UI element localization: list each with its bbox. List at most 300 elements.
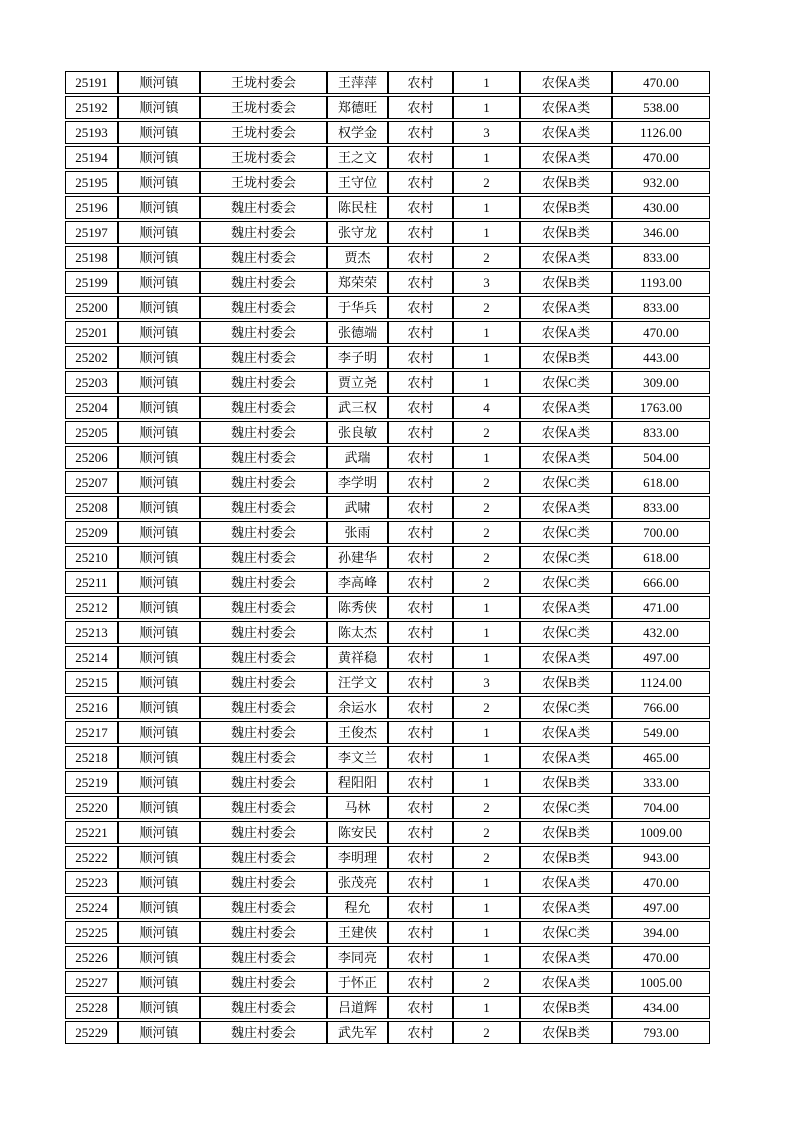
insurance-category-cell: 农保B类 xyxy=(520,171,612,194)
person-count-cell: 2 xyxy=(453,296,520,319)
person-name-cell: 张雨 xyxy=(327,521,388,544)
town-cell: 顺河镇 xyxy=(118,396,200,419)
benefits-roster-table xyxy=(65,69,710,1046)
residence-type-cell: 农村 xyxy=(388,846,453,869)
town-cell: 顺河镇 xyxy=(118,621,200,644)
record-id-cell: 25200 xyxy=(65,296,118,319)
table-row xyxy=(65,321,710,344)
residence-type-cell: 农村 xyxy=(388,371,453,394)
record-id-cell: 25195 xyxy=(65,171,118,194)
village-committee-cell: 魏庄村委会 xyxy=(200,821,327,844)
person-count-cell: 1 xyxy=(453,621,520,644)
person-count-cell: 2 xyxy=(453,471,520,494)
insurance-category-cell: 农保A类 xyxy=(520,896,612,919)
village-committee-cell: 魏庄村委会 xyxy=(200,321,327,344)
town-cell: 顺河镇 xyxy=(118,646,200,669)
table-row xyxy=(65,946,710,969)
insurance-category-cell: 农保C类 xyxy=(520,571,612,594)
table-row xyxy=(65,696,710,719)
table-row xyxy=(65,221,710,244)
town-cell: 顺河镇 xyxy=(118,696,200,719)
table-row xyxy=(65,471,710,494)
town-cell: 顺河镇 xyxy=(118,421,200,444)
village-committee-cell: 魏庄村委会 xyxy=(200,871,327,894)
table-row xyxy=(65,421,710,444)
insurance-category-cell: 农保C类 xyxy=(520,521,612,544)
person-name-cell: 贾立尧 xyxy=(327,371,388,394)
amount-cell: 1005.00 xyxy=(612,971,710,994)
amount-cell: 1126.00 xyxy=(612,121,710,144)
person-name-cell: 李明理 xyxy=(327,846,388,869)
town-cell: 顺河镇 xyxy=(118,946,200,969)
amount-cell: 1124.00 xyxy=(612,671,710,694)
table-row xyxy=(65,246,710,269)
person-name-cell: 张良敏 xyxy=(327,421,388,444)
person-count-cell: 1 xyxy=(453,946,520,969)
insurance-category-cell: 农保A类 xyxy=(520,121,612,144)
town-cell: 顺河镇 xyxy=(118,371,200,394)
amount-cell: 470.00 xyxy=(612,71,710,94)
table-row xyxy=(65,1021,710,1044)
residence-type-cell: 农村 xyxy=(388,746,453,769)
residence-type-cell: 农村 xyxy=(388,121,453,144)
person-count-cell: 2 xyxy=(453,1021,520,1044)
village-committee-cell: 魏庄村委会 xyxy=(200,296,327,319)
person-count-cell: 1 xyxy=(453,771,520,794)
person-count-cell: 2 xyxy=(453,571,520,594)
person-count-cell: 1 xyxy=(453,921,520,944)
insurance-category-cell: 农保A类 xyxy=(520,396,612,419)
insurance-category-cell: 农保B类 xyxy=(520,271,612,294)
table-row xyxy=(65,921,710,944)
amount-cell: 465.00 xyxy=(612,746,710,769)
record-id-cell: 25216 xyxy=(65,696,118,719)
table-row xyxy=(65,621,710,644)
person-name-cell: 王守位 xyxy=(327,171,388,194)
amount-cell: 497.00 xyxy=(612,646,710,669)
record-id-cell: 25194 xyxy=(65,146,118,169)
person-name-cell: 王建侠 xyxy=(327,921,388,944)
table-body xyxy=(65,71,710,1044)
village-committee-cell: 魏庄村委会 xyxy=(200,196,327,219)
town-cell: 顺河镇 xyxy=(118,271,200,294)
person-name-cell: 王之文 xyxy=(327,146,388,169)
record-id-cell: 25213 xyxy=(65,621,118,644)
person-count-cell: 2 xyxy=(453,171,520,194)
person-name-cell: 张德端 xyxy=(327,321,388,344)
insurance-category-cell: 农保A类 xyxy=(520,646,612,669)
person-name-cell: 武啸 xyxy=(327,496,388,519)
town-cell: 顺河镇 xyxy=(118,346,200,369)
person-count-cell: 2 xyxy=(453,796,520,819)
table-row xyxy=(65,171,710,194)
insurance-category-cell: 农保A类 xyxy=(520,496,612,519)
insurance-category-cell: 农保A类 xyxy=(520,321,612,344)
record-id-cell: 25228 xyxy=(65,996,118,1019)
record-id-cell: 25196 xyxy=(65,196,118,219)
table-row xyxy=(65,346,710,369)
person-count-cell: 1 xyxy=(453,146,520,169)
village-committee-cell: 魏庄村委会 xyxy=(200,271,327,294)
village-committee-cell: 魏庄村委会 xyxy=(200,671,327,694)
person-name-cell: 郑荣荣 xyxy=(327,271,388,294)
insurance-category-cell: 农保A类 xyxy=(520,96,612,119)
amount-cell: 333.00 xyxy=(612,771,710,794)
person-name-cell: 张茂亮 xyxy=(327,871,388,894)
village-committee-cell: 魏庄村委会 xyxy=(200,346,327,369)
residence-type-cell: 农村 xyxy=(388,921,453,944)
record-id-cell: 25198 xyxy=(65,246,118,269)
amount-cell: 432.00 xyxy=(612,621,710,644)
village-committee-cell: 魏庄村委会 xyxy=(200,896,327,919)
record-id-cell: 25214 xyxy=(65,646,118,669)
village-committee-cell: 魏庄村委会 xyxy=(200,971,327,994)
village-committee-cell: 魏庄村委会 xyxy=(200,746,327,769)
person-name-cell: 于华兵 xyxy=(327,296,388,319)
village-committee-cell: 王垅村委会 xyxy=(200,121,327,144)
person-name-cell: 李文兰 xyxy=(327,746,388,769)
record-id-cell: 25217 xyxy=(65,721,118,744)
record-id-cell: 25224 xyxy=(65,896,118,919)
town-cell: 顺河镇 xyxy=(118,71,200,94)
town-cell: 顺河镇 xyxy=(118,771,200,794)
table-row xyxy=(65,121,710,144)
insurance-category-cell: 农保C类 xyxy=(520,371,612,394)
town-cell: 顺河镇 xyxy=(118,871,200,894)
village-committee-cell: 魏庄村委会 xyxy=(200,846,327,869)
table-row xyxy=(65,496,710,519)
residence-type-cell: 农村 xyxy=(388,571,453,594)
amount-cell: 833.00 xyxy=(612,246,710,269)
town-cell: 顺河镇 xyxy=(118,971,200,994)
record-id-cell: 25209 xyxy=(65,521,118,544)
person-name-cell: 汪学文 xyxy=(327,671,388,694)
insurance-category-cell: 农保B类 xyxy=(520,671,612,694)
village-committee-cell: 王垅村委会 xyxy=(200,171,327,194)
person-count-cell: 3 xyxy=(453,271,520,294)
record-id-cell: 25207 xyxy=(65,471,118,494)
person-count-cell: 1 xyxy=(453,346,520,369)
town-cell: 顺河镇 xyxy=(118,846,200,869)
insurance-category-cell: 农保A类 xyxy=(520,721,612,744)
amount-cell: 1193.00 xyxy=(612,271,710,294)
person-count-cell: 2 xyxy=(453,821,520,844)
insurance-category-cell: 农保C类 xyxy=(520,471,612,494)
town-cell: 顺河镇 xyxy=(118,171,200,194)
amount-cell: 309.00 xyxy=(612,371,710,394)
record-id-cell: 25212 xyxy=(65,596,118,619)
person-name-cell: 王萍萍 xyxy=(327,71,388,94)
person-name-cell: 陈民柱 xyxy=(327,196,388,219)
amount-cell: 833.00 xyxy=(612,421,710,444)
amount-cell: 470.00 xyxy=(612,871,710,894)
person-name-cell: 程允 xyxy=(327,896,388,919)
person-name-cell: 黄祥稳 xyxy=(327,646,388,669)
person-name-cell: 武瑞 xyxy=(327,446,388,469)
village-committee-cell: 魏庄村委会 xyxy=(200,221,327,244)
record-id-cell: 25202 xyxy=(65,346,118,369)
insurance-category-cell: 农保A类 xyxy=(520,446,612,469)
town-cell: 顺河镇 xyxy=(118,546,200,569)
residence-type-cell: 农村 xyxy=(388,221,453,244)
town-cell: 顺河镇 xyxy=(118,521,200,544)
table-row xyxy=(65,971,710,994)
person-name-cell: 李同亮 xyxy=(327,946,388,969)
amount-cell: 833.00 xyxy=(612,296,710,319)
person-count-cell: 1 xyxy=(453,596,520,619)
person-name-cell: 贾杰 xyxy=(327,246,388,269)
amount-cell: 346.00 xyxy=(612,221,710,244)
amount-cell: 618.00 xyxy=(612,546,710,569)
residence-type-cell: 农村 xyxy=(388,321,453,344)
table-row xyxy=(65,896,710,919)
amount-cell: 497.00 xyxy=(612,896,710,919)
record-id-cell: 25197 xyxy=(65,221,118,244)
residence-type-cell: 农村 xyxy=(388,196,453,219)
town-cell: 顺河镇 xyxy=(118,896,200,919)
record-id-cell: 25211 xyxy=(65,571,118,594)
person-name-cell: 陈太杰 xyxy=(327,621,388,644)
village-committee-cell: 魏庄村委会 xyxy=(200,946,327,969)
amount-cell: 470.00 xyxy=(612,146,710,169)
person-count-cell: 3 xyxy=(453,671,520,694)
amount-cell: 443.00 xyxy=(612,346,710,369)
amount-cell: 1009.00 xyxy=(612,821,710,844)
person-name-cell: 吕道辉 xyxy=(327,996,388,1019)
amount-cell: 470.00 xyxy=(612,321,710,344)
amount-cell: 704.00 xyxy=(612,796,710,819)
person-count-cell: 2 xyxy=(453,421,520,444)
village-committee-cell: 魏庄村委会 xyxy=(200,721,327,744)
record-id-cell: 25199 xyxy=(65,271,118,294)
table-row xyxy=(65,646,710,669)
person-name-cell: 权学金 xyxy=(327,121,388,144)
residence-type-cell: 农村 xyxy=(388,171,453,194)
town-cell: 顺河镇 xyxy=(118,196,200,219)
residence-type-cell: 农村 xyxy=(388,721,453,744)
person-count-cell: 1 xyxy=(453,221,520,244)
insurance-category-cell: 农保B类 xyxy=(520,996,612,1019)
person-name-cell: 武先军 xyxy=(327,1021,388,1044)
person-count-cell: 1 xyxy=(453,446,520,469)
record-id-cell: 25225 xyxy=(65,921,118,944)
insurance-category-cell: 农保C类 xyxy=(520,921,612,944)
amount-cell: 430.00 xyxy=(612,196,710,219)
residence-type-cell: 农村 xyxy=(388,1021,453,1044)
residence-type-cell: 农村 xyxy=(388,496,453,519)
residence-type-cell: 农村 xyxy=(388,446,453,469)
town-cell: 顺河镇 xyxy=(118,446,200,469)
record-id-cell: 25191 xyxy=(65,71,118,94)
table-row xyxy=(65,521,710,544)
town-cell: 顺河镇 xyxy=(118,121,200,144)
insurance-category-cell: 农保B类 xyxy=(520,346,612,369)
town-cell: 顺河镇 xyxy=(118,796,200,819)
table-row xyxy=(65,96,710,119)
table-row xyxy=(65,771,710,794)
record-id-cell: 25223 xyxy=(65,871,118,894)
town-cell: 顺河镇 xyxy=(118,921,200,944)
person-name-cell: 孙建华 xyxy=(327,546,388,569)
insurance-category-cell: 农保C类 xyxy=(520,621,612,644)
insurance-category-cell: 农保C类 xyxy=(520,696,612,719)
residence-type-cell: 农村 xyxy=(388,146,453,169)
village-committee-cell: 魏庄村委会 xyxy=(200,471,327,494)
village-committee-cell: 王垅村委会 xyxy=(200,71,327,94)
town-cell: 顺河镇 xyxy=(118,1021,200,1044)
amount-cell: 471.00 xyxy=(612,596,710,619)
town-cell: 顺河镇 xyxy=(118,471,200,494)
person-count-cell: 1 xyxy=(453,371,520,394)
residence-type-cell: 农村 xyxy=(388,421,453,444)
residence-type-cell: 农村 xyxy=(388,896,453,919)
amount-cell: 394.00 xyxy=(612,921,710,944)
amount-cell: 666.00 xyxy=(612,571,710,594)
residence-type-cell: 农村 xyxy=(388,296,453,319)
table-row xyxy=(65,596,710,619)
residence-type-cell: 农村 xyxy=(388,596,453,619)
residence-type-cell: 农村 xyxy=(388,396,453,419)
person-count-cell: 3 xyxy=(453,121,520,144)
insurance-category-cell: 农保A类 xyxy=(520,71,612,94)
record-id-cell: 25204 xyxy=(65,396,118,419)
table-row xyxy=(65,846,710,869)
residence-type-cell: 农村 xyxy=(388,71,453,94)
table-row xyxy=(65,546,710,569)
person-count-cell: 2 xyxy=(453,971,520,994)
person-count-cell: 1 xyxy=(453,871,520,894)
table-row xyxy=(65,396,710,419)
table-row xyxy=(65,671,710,694)
record-id-cell: 25218 xyxy=(65,746,118,769)
record-id-cell: 25193 xyxy=(65,121,118,144)
insurance-category-cell: 农保B类 xyxy=(520,821,612,844)
town-cell: 顺河镇 xyxy=(118,321,200,344)
table-row xyxy=(65,996,710,1019)
amount-cell: 1763.00 xyxy=(612,396,710,419)
residence-type-cell: 农村 xyxy=(388,996,453,1019)
residence-type-cell: 农村 xyxy=(388,521,453,544)
record-id-cell: 25192 xyxy=(65,96,118,119)
residence-type-cell: 农村 xyxy=(388,771,453,794)
village-committee-cell: 魏庄村委会 xyxy=(200,771,327,794)
record-id-cell: 25226 xyxy=(65,946,118,969)
person-name-cell: 武三权 xyxy=(327,396,388,419)
residence-type-cell: 农村 xyxy=(388,346,453,369)
insurance-category-cell: 农保A类 xyxy=(520,871,612,894)
table-row xyxy=(65,571,710,594)
village-committee-cell: 魏庄村委会 xyxy=(200,421,327,444)
residence-type-cell: 农村 xyxy=(388,471,453,494)
person-count-cell: 2 xyxy=(453,246,520,269)
table-row xyxy=(65,871,710,894)
village-committee-cell: 魏庄村委会 xyxy=(200,521,327,544)
town-cell: 顺河镇 xyxy=(118,996,200,1019)
table-row xyxy=(65,146,710,169)
person-name-cell: 张守龙 xyxy=(327,221,388,244)
village-committee-cell: 魏庄村委会 xyxy=(200,546,327,569)
insurance-category-cell: 农保A类 xyxy=(520,421,612,444)
person-count-cell: 1 xyxy=(453,71,520,94)
village-committee-cell: 魏庄村委会 xyxy=(200,446,327,469)
person-count-cell: 2 xyxy=(453,696,520,719)
table-row xyxy=(65,71,710,94)
town-cell: 顺河镇 xyxy=(118,721,200,744)
person-name-cell: 于怀正 xyxy=(327,971,388,994)
insurance-category-cell: 农保C类 xyxy=(520,796,612,819)
town-cell: 顺河镇 xyxy=(118,821,200,844)
residence-type-cell: 农村 xyxy=(388,546,453,569)
person-count-cell: 1 xyxy=(453,996,520,1019)
person-count-cell: 1 xyxy=(453,646,520,669)
record-id-cell: 25221 xyxy=(65,821,118,844)
village-committee-cell: 魏庄村委会 xyxy=(200,696,327,719)
village-committee-cell: 魏庄村委会 xyxy=(200,796,327,819)
record-id-cell: 25208 xyxy=(65,496,118,519)
village-committee-cell: 魏庄村委会 xyxy=(200,496,327,519)
record-id-cell: 25229 xyxy=(65,1021,118,1044)
record-id-cell: 25220 xyxy=(65,796,118,819)
table-row xyxy=(65,721,710,744)
amount-cell: 833.00 xyxy=(612,496,710,519)
person-name-cell: 李学明 xyxy=(327,471,388,494)
insurance-category-cell: 农保B类 xyxy=(520,221,612,244)
village-committee-cell: 魏庄村委会 xyxy=(200,571,327,594)
residence-type-cell: 农村 xyxy=(388,871,453,894)
residence-type-cell: 农村 xyxy=(388,246,453,269)
amount-cell: 932.00 xyxy=(612,171,710,194)
person-count-cell: 1 xyxy=(453,96,520,119)
person-name-cell: 李子明 xyxy=(327,346,388,369)
insurance-category-cell: 农保A类 xyxy=(520,946,612,969)
record-id-cell: 25215 xyxy=(65,671,118,694)
residence-type-cell: 农村 xyxy=(388,96,453,119)
insurance-category-cell: 农保A类 xyxy=(520,146,612,169)
person-count-cell: 1 xyxy=(453,196,520,219)
insurance-category-cell: 农保A类 xyxy=(520,746,612,769)
residence-type-cell: 农村 xyxy=(388,971,453,994)
insurance-category-cell: 农保B类 xyxy=(520,196,612,219)
village-committee-cell: 魏庄村委会 xyxy=(200,396,327,419)
record-id-cell: 25227 xyxy=(65,971,118,994)
person-count-cell: 1 xyxy=(453,746,520,769)
town-cell: 顺河镇 xyxy=(118,671,200,694)
town-cell: 顺河镇 xyxy=(118,96,200,119)
person-name-cell: 王俊杰 xyxy=(327,721,388,744)
table-row xyxy=(65,296,710,319)
person-name-cell: 李高峰 xyxy=(327,571,388,594)
insurance-category-cell: 农保B类 xyxy=(520,771,612,794)
amount-cell: 538.00 xyxy=(612,96,710,119)
residence-type-cell: 农村 xyxy=(388,821,453,844)
person-count-cell: 1 xyxy=(453,896,520,919)
village-committee-cell: 魏庄村委会 xyxy=(200,371,327,394)
amount-cell: 504.00 xyxy=(612,446,710,469)
record-id-cell: 25206 xyxy=(65,446,118,469)
record-id-cell: 25222 xyxy=(65,846,118,869)
village-committee-cell: 魏庄村委会 xyxy=(200,921,327,944)
table-row xyxy=(65,746,710,769)
amount-cell: 766.00 xyxy=(612,696,710,719)
village-committee-cell: 魏庄村委会 xyxy=(200,621,327,644)
amount-cell: 470.00 xyxy=(612,946,710,969)
record-id-cell: 25203 xyxy=(65,371,118,394)
record-id-cell: 25205 xyxy=(65,421,118,444)
person-name-cell: 陈秀侠 xyxy=(327,596,388,619)
table-row xyxy=(65,196,710,219)
table-row xyxy=(65,446,710,469)
village-committee-cell: 魏庄村委会 xyxy=(200,996,327,1019)
